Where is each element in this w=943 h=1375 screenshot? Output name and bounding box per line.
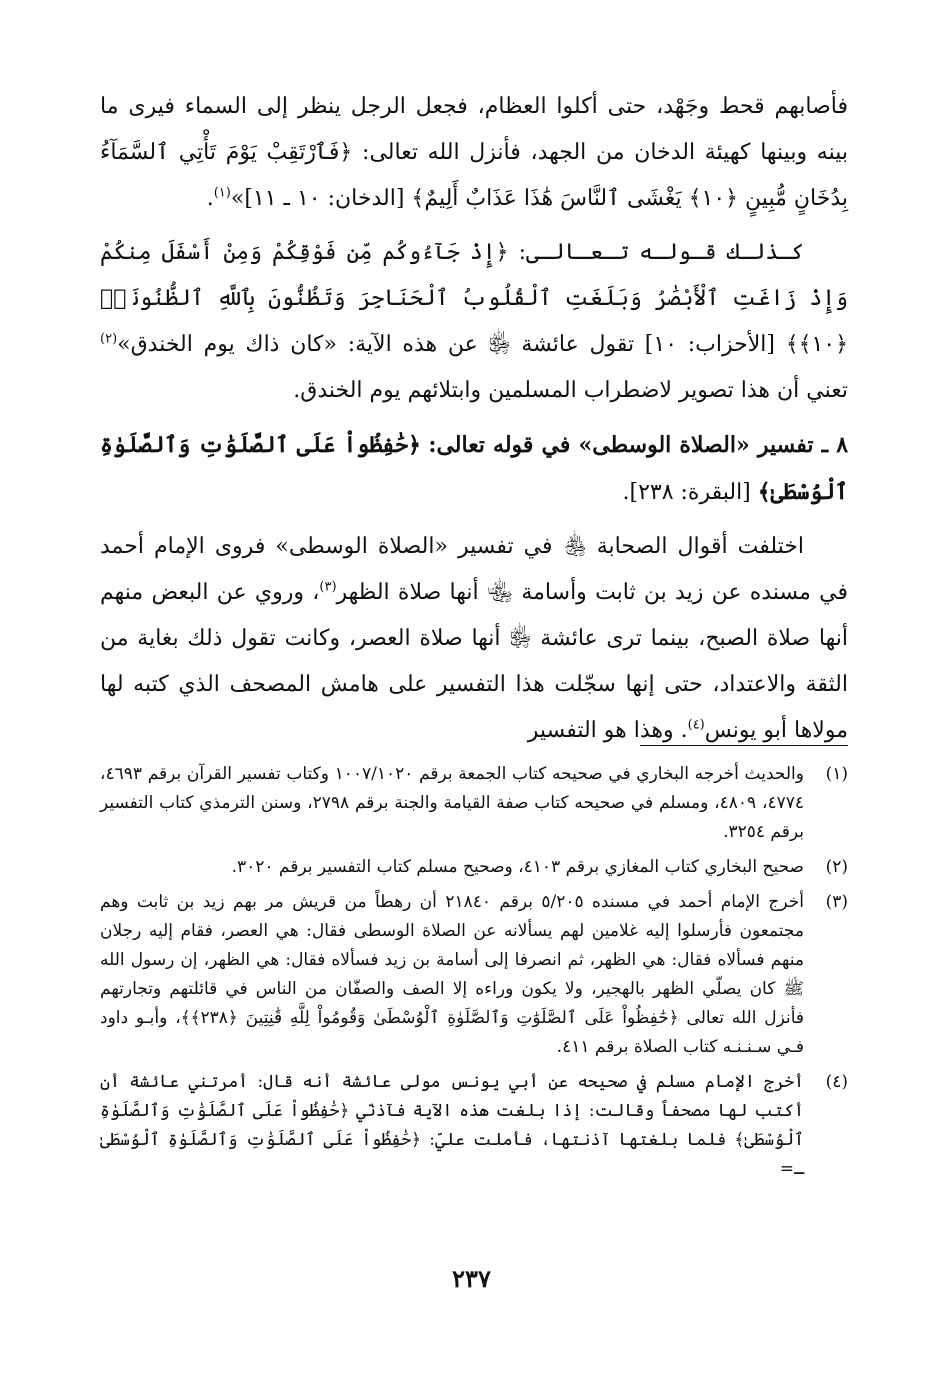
footnote-item <box>100 853 848 882</box>
footnote-text: أخرج الإمام أحمد في مسنده ٥/٢٠٥ برقم ٢١٨٤٠ أن رهطاً من قريش مر بهم زيد بن ثابت وهم مجتمعون فأرسلوا إليه غلامين لهم يسألانه عن الصلاة الوسطى فقال: هي العصر، فقام إليه رجلان منهم فسألاه فقال: هي الظهر، ثم انصرفا إلى أسامة بن زيد فسألاه فقال: هي الظهر، إن رسول الله ﷺ كان يصلّي الظهر بالهجير، ولا يكون وراءه إلا الصف والصفّان من الناس في قائلتهم وتجارتهم فأنزل الله تعالى ﴿حَٰفِظُواْ عَلَى ٱلصَّلَوَٰتِ وَٱلصَّلَوٰةِ ٱلْوُسْطَىٰ وَقُومُواْ لِلَّهِ قَٰنِتِينَ ﴿٢٣٨﴾﴾، وأبـو داود فـي سـنـنـه كتاب الصلاة برقم ٤١١. <box>100 892 804 1057</box>
footnote-number: (٣) <box>825 892 848 912</box>
footnote-number: (٢) <box>825 857 848 877</box>
footnote-text: والحديث أخرجه البخاري في صحيحه كتاب الجمعة برقم ١٠٠٧/١٠٢٠ وكتاب تفسير القرآن برقم ٤٦٩٣، ٤٧٧٤، ٤٨٠٩، ومسلم في صحيحه كتاب صفة القيامة والجنة برقم ٢٧٩٨، وسنن الترمذي كتاب التفسير برقم ٣٢٥٤. <box>100 764 805 842</box>
paragraph-dukhan-text: فأصابهم قحط وجَهْد، حتى أكلوا العظام، فجعل الرجل ينظر إلى السماء فيرى ما بينه وبينها كهيئة الدخان من الجهد، فأنزل الله تعالى: ﴿فَٱرْتَقِبْ يَوْمَ تَأْتِي ٱلسَّمَآءُ بِدُخَانٍ مُّبِينٍ ﴿١٠﴾ يَغْشَى ٱلنَّاسَ هَٰذَا عَذَابٌ أَلِيمٌ﴾ [الدخان: ١٠ ـ ١١]» <box>100 94 848 211</box>
paragraph-dukhan <box>100 84 848 222</box>
section-heading-verse: ﴿حَٰفِظُواْ عَلَى ٱلصَّلَوَٰتِ وَٱلصَّلَوٰةِ ٱلْوُسْطَىٰ﴾ <box>100 432 848 505</box>
page-number: ٢٣٧ <box>452 1264 491 1293</box>
paragraph-dukhan-end: . <box>206 186 214 211</box>
footnote-text: أخرج الإمام مسلم في صحيحه عن أبي يونس مولى عائشة أنه قال: أمرتني عائشة أن أكتب لها مصحفاً وقالت: إذا بلغت هذه الآية فآذنّي ﴿حَٰفِظُواْ عَلَى ٱلصَّلَوَٰتِ وَٱلصَّلَوٰةِ ٱلْوُسْطَىٰ﴾ فلما بلغتها آذنتها، فأملت عليّ: ﴿حَٰفِظُواْ عَلَى ٱلصَّلَوَٰتِ وَٱلصَّلَوٰةِ ٱلْوُسْطَىٰ ـ= <box>100 1072 804 1179</box>
footnote-item <box>100 760 848 847</box>
footnote-text: صحيح البخاري كتاب المغازي برقم ٤١٠٣، وصحيح مسلم كتاب التفسير برقم ٣٠٢٠. <box>231 857 804 877</box>
paragraph-ahzab-text-end: تعني أن هذا تصوير لاضطراب المسلمين وابتلائهم يوم الخندق. <box>293 378 848 403</box>
footnote-item <box>100 1068 848 1184</box>
section-heading-ref: [البقرة: ٢٣٨]. <box>622 480 758 505</box>
footnote-ref-4: (٤) <box>687 717 705 733</box>
footnote-ref-1: (١) <box>213 185 231 201</box>
footnote-item <box>100 888 848 1062</box>
footnote-number: (١) <box>825 764 848 784</box>
paragraph-wusta-text-mid: ، وروي عن البعض منهم أنها صلاة الصبح، بينما ترى عائشة ﵂ أنها صلاة العصر، وكانت تقول ذلك بغاية من الثقة والاعتداد، حتى إنها سجّلت هذا التفسير على هامش المصحف الذي كتبه لها مولاها أبو يونس <box>100 580 848 743</box>
footnote-ref-2: (٢) <box>100 331 118 347</box>
main-text <box>100 84 848 754</box>
paragraph-wusta-text: اختلفت أقوال الصحابة ﵃ في تفسير «الصلاة الوسطى» فروى الإمام أحمد في مسنده عن زيد بن ثابت وأسامة ﵄ أنها صلاة الظهر <box>100 534 848 605</box>
footnote-number: (٤) <box>825 1072 848 1092</box>
paragraph-ahzab <box>100 230 848 414</box>
paragraph-wusta-text-end: . وهذا هو التفسير <box>527 718 688 743</box>
footnotes <box>100 760 848 1190</box>
paragraph-ahzab-text: كـذلـك قـولـه تـعـالـى: ﴿إِذْ جَآءُوكُم مِّن فَوْقِكُمْ وَمِنْ أَسْفَلَ مِنكُمْ وَإِذْ زَاغَتِ ٱلْأَبْصَٰرُ وَبَلَغَتِ ٱلْقُلُوبُ ٱلْحَنَاجِرَ وَتَظُنُّونَ بِٱللَّهِ ٱلظُّنُونَا۠ ﴿١٠﴾﴾ [الأحزاب: ١٠] تقول عائشة ﵂ عن هذه الآية: «كان ذاك يوم الخندق» <box>100 240 849 357</box>
footnote-separator <box>640 745 848 746</box>
section-heading <box>100 422 848 516</box>
footnote-ref-3: (٣) <box>319 579 337 595</box>
section-heading-title: ٨ ـ تفسير «الصلاة الوسطى» في قوله تعالى: <box>428 432 849 458</box>
paragraph-wusta <box>100 524 848 754</box>
